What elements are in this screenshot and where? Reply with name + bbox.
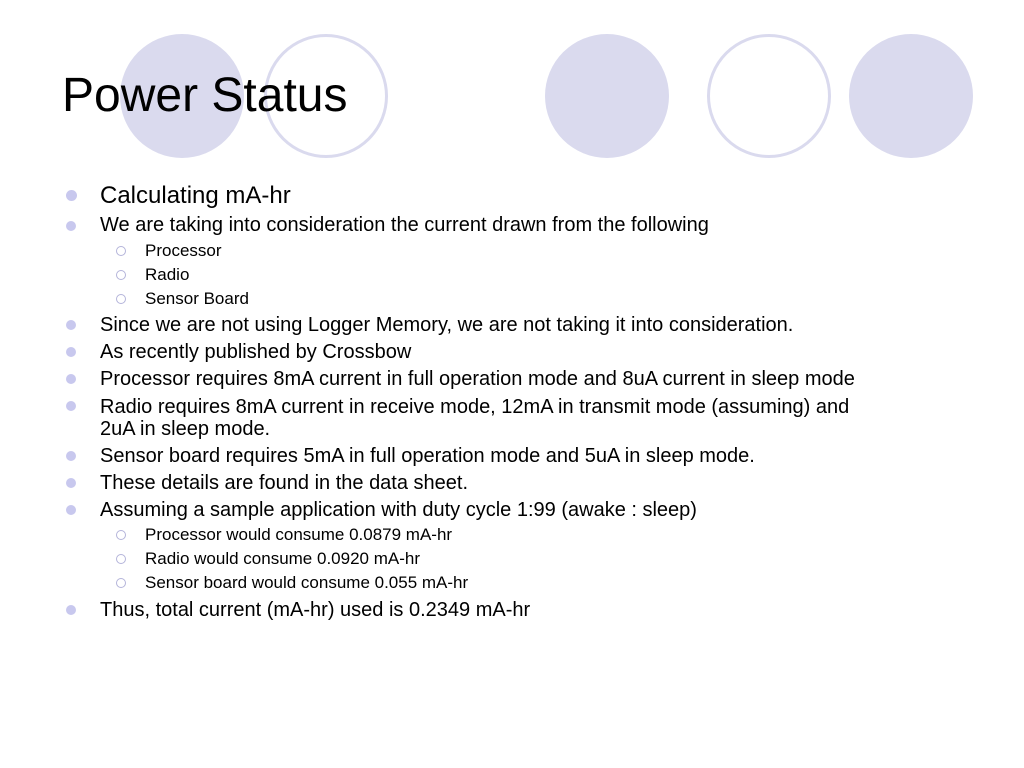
bullet-text: Processor requires 8mA current in full operation mode and 8uA current in sleep mode <box>100 368 855 390</box>
bullet-dot-icon <box>66 374 76 384</box>
decorative-circle-outline <box>707 34 831 158</box>
bullet-dot-icon <box>66 451 76 461</box>
sub-bullet-text: Radio would consume 0.0920 mA-hr <box>145 549 420 568</box>
bullet-text: Sensor board requires 5mA in full operation mode and 5uA in sleep mode. <box>100 445 755 467</box>
bullet-text: Assuming a sample application with duty cycle 1:99 (awake : sleep) <box>100 499 697 521</box>
bullet-dot-icon <box>66 478 76 488</box>
sub-bullet-text: Sensor Board <box>145 289 249 308</box>
bullet-text: As recently published by Crossbow <box>100 341 412 363</box>
sub-bullet-ring-icon <box>116 578 126 588</box>
bullet-text: We are taking into consideration the current drawn from the following <box>100 214 709 236</box>
bullet-text: Calculating mA-hr <box>100 182 291 209</box>
sub-bullet-text: Sensor board would consume 0.055 mA-hr <box>145 573 469 592</box>
bullet-dot-icon <box>66 505 76 515</box>
bullet-dot-icon <box>66 320 76 330</box>
bullet-dot-icon <box>66 347 76 357</box>
bullet-text: Thus, total current (mA-hr) used is 0.2349 mA-hr <box>100 599 531 621</box>
bullet-dot-icon <box>66 401 76 411</box>
sub-bullet-ring-icon <box>116 294 126 304</box>
bullet-dot-icon <box>66 605 76 615</box>
bullet-text: Since we are not using Logger Memory, we are not taking it into consideration. <box>100 314 794 336</box>
bullet-text: Radio requires 8mA current in receive mode, 12mA in transmit mode (assuming) and <box>100 396 850 418</box>
sub-bullet-ring-icon <box>116 246 126 256</box>
sub-bullet-ring-icon <box>116 530 126 540</box>
bullet-text-continuation: 2uA in sleep mode. <box>100 418 271 440</box>
sub-bullet-ring-icon <box>116 554 126 564</box>
sub-bullet-text: Radio <box>145 265 190 284</box>
decorative-circle-filled <box>545 34 669 158</box>
bullet-dot-icon <box>66 190 77 201</box>
decorative-circle-filled <box>849 34 973 158</box>
bullet-text: These details are found in the data sheet. <box>100 472 469 494</box>
sub-bullet-text: Processor would consume 0.0879 mA-hr <box>145 525 453 544</box>
sub-bullet-text: Processor <box>145 241 222 260</box>
bullet-dot-icon <box>66 221 76 231</box>
slide-title: Power Status <box>62 69 348 122</box>
sub-bullet-ring-icon <box>116 270 126 280</box>
